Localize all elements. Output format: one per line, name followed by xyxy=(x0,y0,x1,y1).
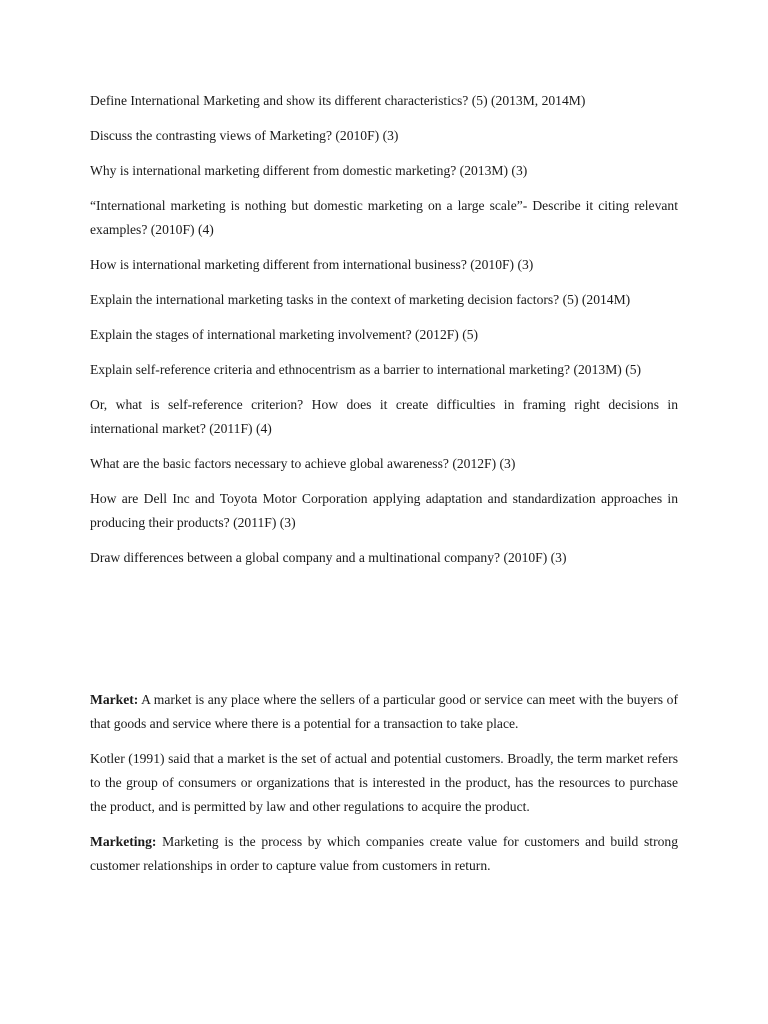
section-gap xyxy=(90,581,678,688)
question-item: Explain the international marketing tasks in the context of marketing decision factors? (5) (2014M) xyxy=(90,292,631,307)
question-item: Or, what is self-reference criterion? How does it create difficulties in framing right decisions in international market? (2011F) (4) xyxy=(90,397,678,436)
market-term: Market: xyxy=(90,692,139,707)
question-item: How are Dell Inc and Toyota Motor Corporation applying adaptation and standardization approaches in producing their products? (2011F) (3) xyxy=(90,491,678,530)
marketing-definition xyxy=(90,830,678,878)
question-item: Explain the stages of international marketing involvement? (2012F) (5) xyxy=(90,327,479,342)
question-item: Explain self-reference criteria and ethnocentrism as a barrier to international marketing? (2013M) (5) xyxy=(90,362,642,377)
question-item: How is international marketing different from international business? (2010F) (3) xyxy=(90,257,534,272)
question-item: “International marketing is nothing but domestic marketing on a large scale”- Describe it citing relevant examples? (2010F) (4) xyxy=(90,198,678,237)
question-item: Discuss the contrasting views of Marketing? (2010F) (3) xyxy=(90,128,399,143)
questions-list xyxy=(90,89,678,570)
kotler-text: Kotler (1991) said that a market is the set of actual and potential customers. Broadly, the term market refers to the group of consumers or organizations that is interested in the product, has the resources to purchase the product, and is permitted by law and other regulations to acquire the product. xyxy=(90,751,678,814)
marketing-text: Marketing is the process by which companies create value for customers and build strong customer relationships in order to capture value from customers in return. xyxy=(90,834,678,873)
question-item: What are the basic factors necessary to achieve global awareness? (2012F) (3) xyxy=(90,456,516,471)
market-text: A market is any place where the sellers of a particular good or service can meet with the buyers of that goods and service where there is a potential for a transaction to take place. xyxy=(90,692,678,731)
question-item: Why is international marketing different from domestic marketing? (2013M) (3) xyxy=(90,163,528,178)
definitions-section xyxy=(90,688,678,878)
kotler-definition xyxy=(90,747,678,819)
question-item: Define International Marketing and show its different characteristics? (5) (2013M, 2014M) xyxy=(90,93,586,108)
market-definition xyxy=(90,688,678,736)
marketing-term: Marketing: xyxy=(90,834,157,849)
question-item: Draw differences between a global company and a multinational company? (2010F) (3) xyxy=(90,550,567,565)
